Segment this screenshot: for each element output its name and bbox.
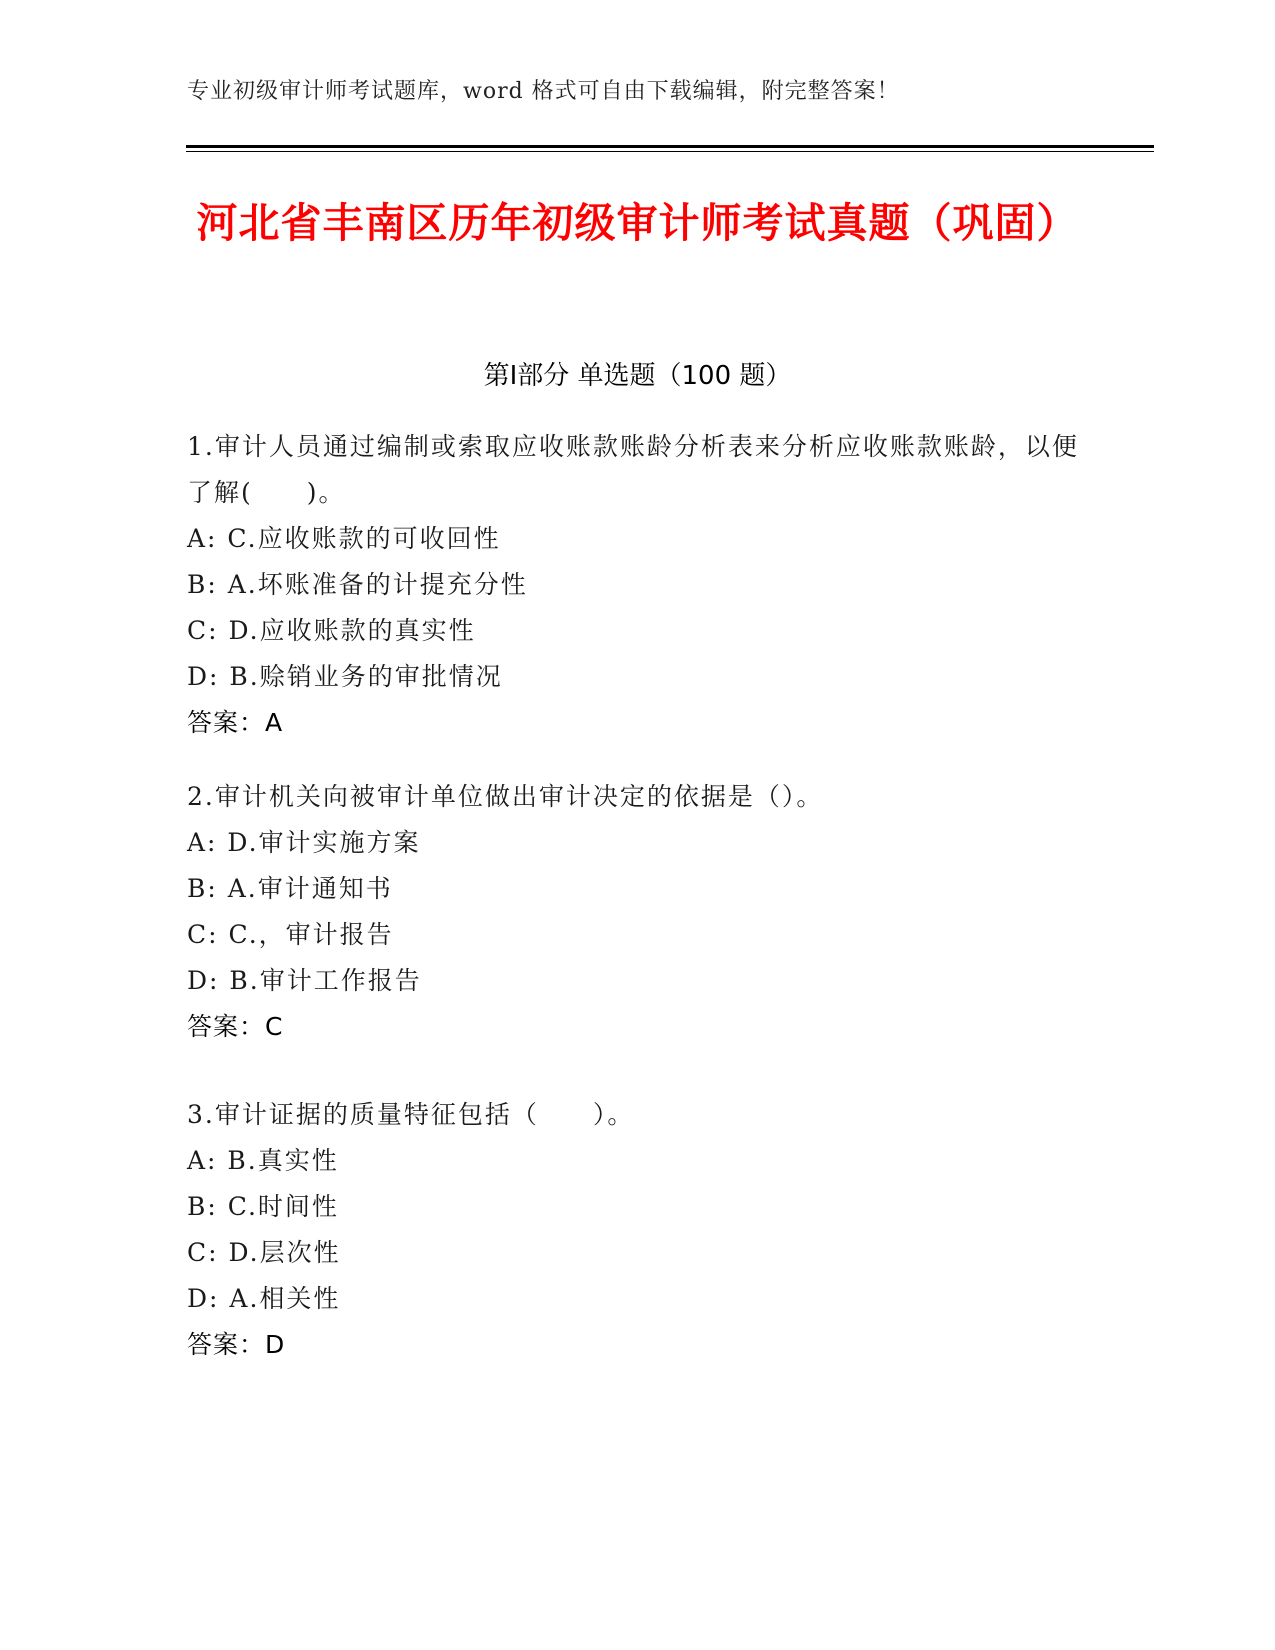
option-a: A: D.审计实施方案: [187, 828, 421, 857]
answer-line: 答案：D: [187, 1330, 286, 1359]
header-rule-thin: [186, 151, 1154, 152]
option-b: B: C.时间性: [187, 1192, 339, 1221]
option-b: B: A.审计通知书: [187, 874, 393, 903]
option-c: C: D.应收账款的真实性: [187, 616, 476, 645]
option-b: B: A.坏账准备的计提充分性: [187, 570, 528, 599]
answer-line: 答案：C: [187, 1012, 284, 1041]
answer-line: 答案：A: [187, 708, 284, 737]
option-c: C: D.层次性: [187, 1238, 341, 1267]
header-rule-thick: [186, 145, 1154, 148]
option-d: D: B.赊销业务的审批情况: [187, 662, 503, 691]
question-2: [187, 774, 1087, 1050]
section-heading: 第Ⅰ部分 单选题（100 题）: [483, 361, 792, 391]
page-header-banner: 专业初级审计师考试题库，word 格式可自由下载编辑，附完整答案！: [187, 79, 900, 104]
option-a: A: C.应收账款的可收回性: [187, 524, 501, 553]
question-3: [187, 1092, 1087, 1368]
question-stem: 3.审计证据的质量特征包括（ ）。: [187, 1100, 635, 1129]
option-a: A: B.真实性: [187, 1146, 339, 1175]
question-1: [187, 424, 1087, 746]
option-c: C: C.，审计报告: [187, 920, 394, 949]
question-stem: 2.审计机关向被审计单位做出审计决定的依据是（）。: [187, 782, 824, 811]
option-d: D: B.审计工作报告: [187, 966, 422, 995]
document-title: 河北省丰南区历年初级审计师考试真题（巩固）: [196, 199, 1079, 247]
question-stem: 1.审计人员通过编制或索取应收账款账龄分析表来分析应收账款账龄，以便了解( )。: [187, 432, 1079, 507]
option-d: D: A.相关性: [187, 1284, 341, 1313]
